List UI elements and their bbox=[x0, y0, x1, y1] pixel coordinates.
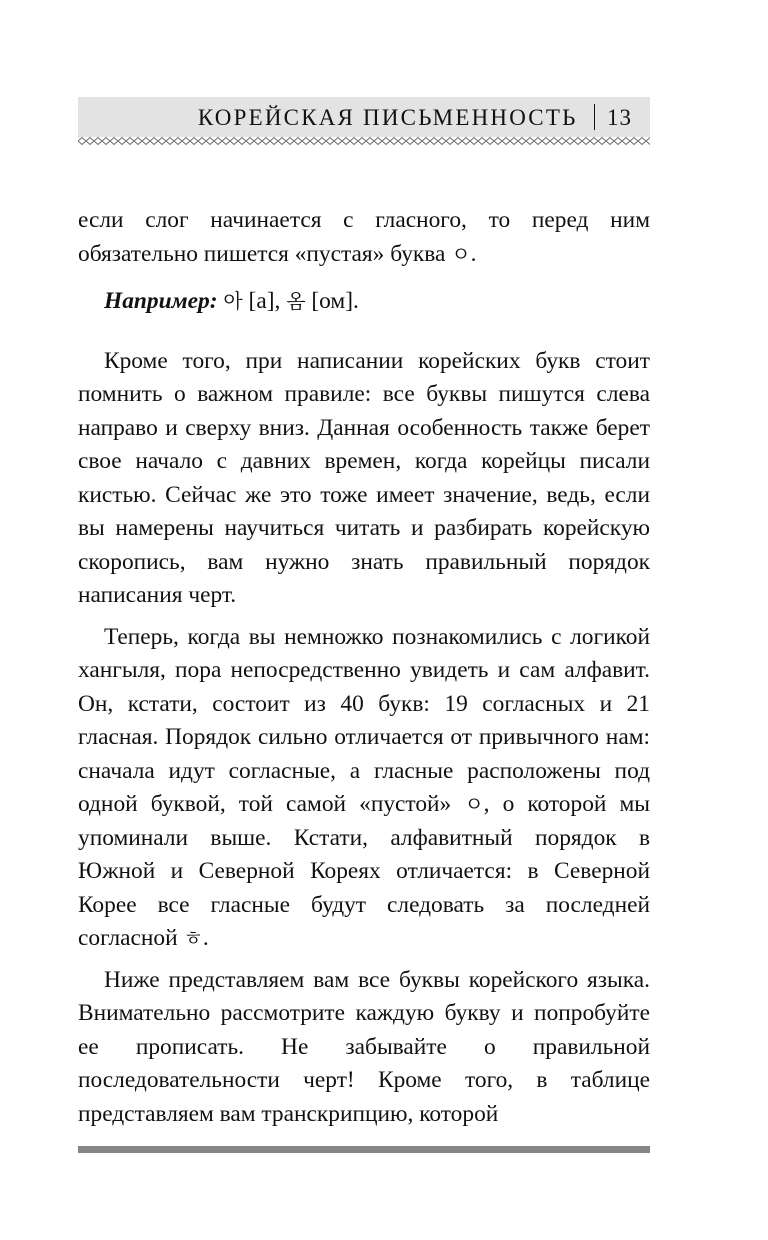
hangul-letter-ieung: ㅇ bbox=[451, 241, 471, 266]
paragraph-text: если слог начинается с гласного, то перед ним обязательно пишется «пустая» буква bbox=[78, 207, 650, 267]
header-ornament-border bbox=[78, 136, 650, 146]
paragraph-text: Теперь, когда вы немножко познакомились с логикой хангыля, пора непосредственно увидеть и сам алфавит. Он, кстати, состоит из 40 букв: 19 согласных и 21 гласная. Порядок сильно отличается от привычного нам: сначала идут согласные, а гласные расположены под одной буквой, той самой «пустой» bbox=[78, 623, 650, 817]
hangul-word-a: 아 bbox=[223, 289, 243, 313]
punctuation: . bbox=[470, 240, 477, 267]
transcription-om: [ом]. bbox=[305, 288, 359, 314]
paragraph-alphabet bbox=[78, 621, 650, 956]
footer-rule bbox=[78, 1146, 650, 1153]
paragraph-continued bbox=[78, 204, 650, 271]
hangul-letter-ieung: ㅇ bbox=[464, 792, 484, 816]
paragraph-text: , о которой мы упоминали выше. Кстати, алфавитный порядок в Южной и Северной Кореях отличается: в Северной Корее все гласные будут следовать за последней согласной bbox=[78, 791, 650, 951]
paragraph-letters-intro: Ниже представляем вам все буквы корейского языка. Внимательно рассмотрите каждую букву и попробуйте ее прописать. Не забывайте о правильной последовательности черт! Кроме того, в таблице представляем вам транскрипцию, которой bbox=[78, 966, 650, 1127]
page-number: 13 bbox=[607, 105, 632, 130]
punctuation: . bbox=[202, 925, 209, 951]
running-head-text bbox=[198, 104, 632, 131]
page-content bbox=[78, 204, 650, 1131]
example-label: Например: bbox=[104, 288, 218, 314]
hangul-letter-hieut: ㅎ bbox=[183, 926, 203, 950]
running-head-separator bbox=[594, 104, 596, 130]
example-line bbox=[78, 285, 650, 319]
running-head bbox=[78, 97, 650, 137]
transcription-a: [а], bbox=[242, 288, 287, 314]
paragraph-writing-order: Кроме того, при написании корейских букв стоит помнить о важном правиле: все буквы пишутся слева направо и сверху вниз. Данная особенность также берет свое начало с давних времен, когда корейцы писали кистью. Сейчас же это тоже имеет значение, ведь, если вы намерены научиться читать и разбирать корейскую скоропись, вам нужно знать правильный порядок написания черт. bbox=[78, 347, 650, 608]
running-head-title: КОРЕЙСКАЯ ПИСЬМЕННОСТЬ bbox=[197, 105, 578, 130]
hangul-word-om: 옴 bbox=[286, 289, 306, 313]
